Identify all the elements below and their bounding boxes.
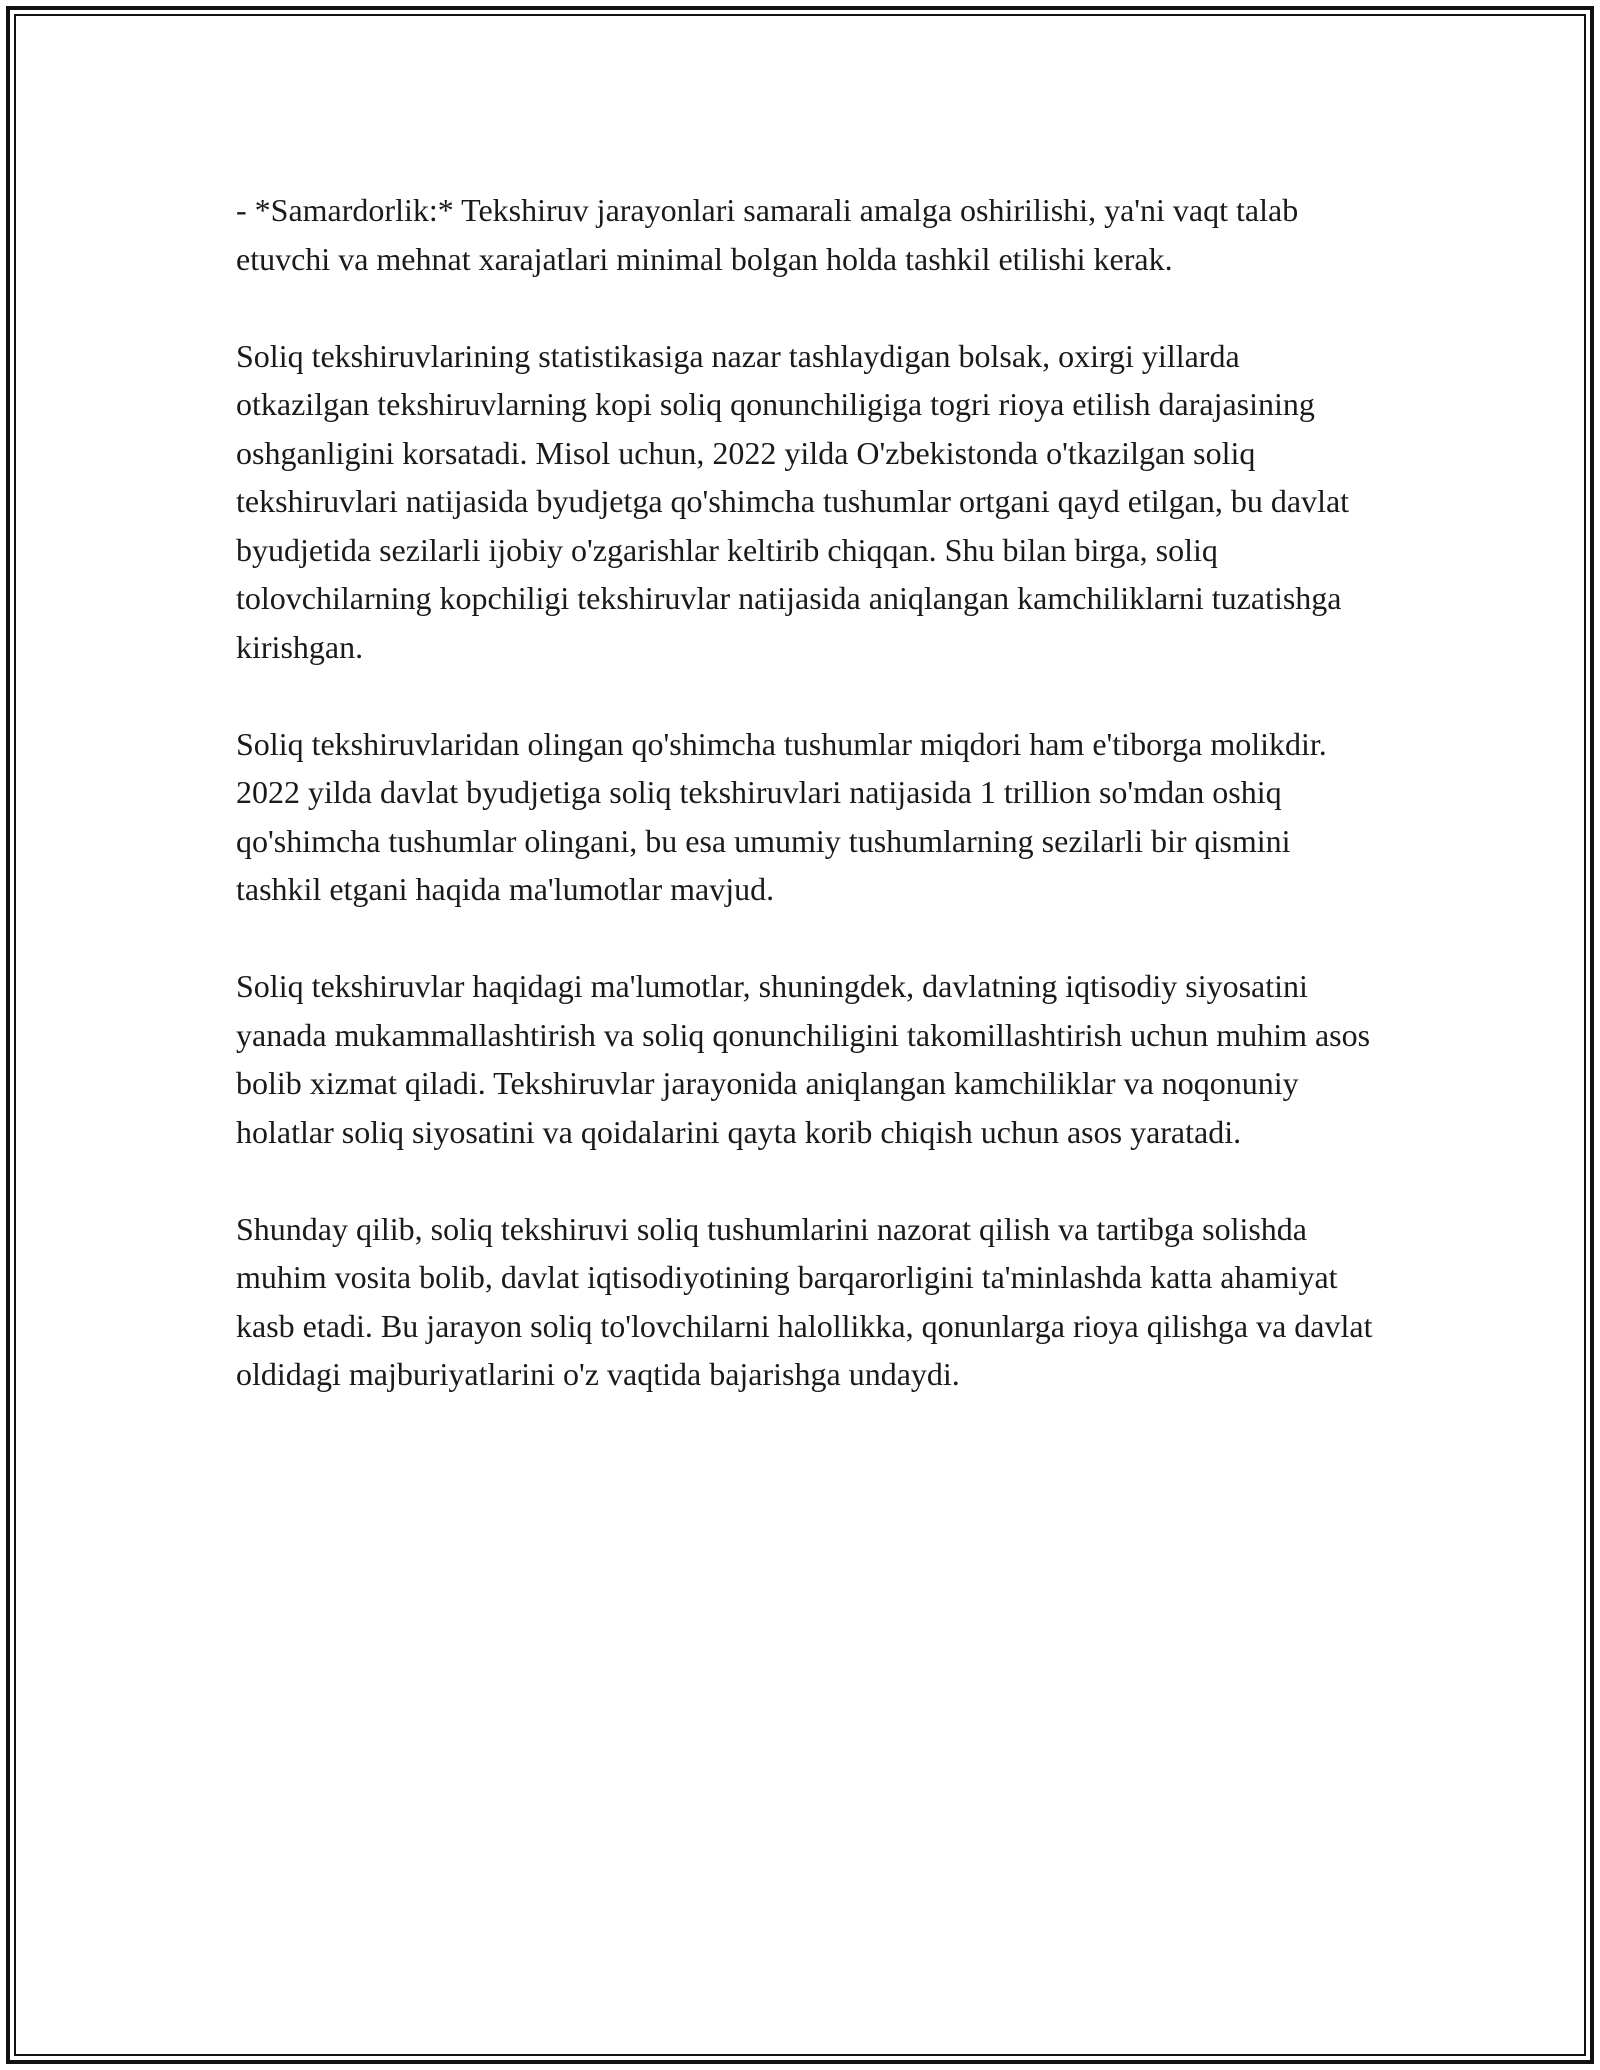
- paragraph-policy-improvement: Soliq tekshiruvlar haqidagi ma'lumotlar, shuningdek, davlatning iqtisodiy siyosatini yanada mukammallashtirish va soliq qonunchiligini takomillashtirish uchun muhim asos bolib xizmat qiladi. Tekshiruvlar jarayonida aniqlangan kamchiliklar va noqonuniy holatlar soliq siyosatini va qoidalarini qayta korib chiqish uchun asos yaratadi.: [236, 968, 1371, 1150]
- paragraph-efficiency-bullet: - *Samardorlik:* Tekshiruv jarayonlari samarali amalga oshirilishi, ya'ni vaqt talab etuvchi va mehnat xarajatlari minimal bolgan holda tashkil etilishi kerak.: [236, 192, 1299, 277]
- paragraph-additional-revenue: Soliq tekshiruvlaridan olingan qo'shimcha tushumlar miqdori ham e'tiborga molikdir. 2022 yilda davlat byudjetiga soliq tekshiruvlari natijasida 1 trillion so'mdan oshiq qo'shimcha tushumlar olingani, bu esa umumiy tushumlarning sezilarli bir qismini tashkil etgani haqida ma'lumotlar mavjud.: [236, 725, 1327, 907]
- document-body: [236, 186, 1376, 1399]
- paragraph-conclusion: Shunday qilib, soliq tekshiruvi soliq tushumlarini nazorat qilish va tartibga solishda muhim vosita bolib, davlat iqtisodiyotining barqarorligini ta'minlashda katta ahamiyat kasb etadi. Bu jarayon soliq to'lovchilarni halollikka, qonunlarga rioya qilishga va davlat oldidagi majburiyatlarini o'z vaqtida bajarishga undaydi.: [236, 1210, 1373, 1392]
- paragraph-inspection-statistics: Soliq tekshiruvlarining statistikasiga nazar tashlaydigan bolsak, oxirgi yillarda otkazilgan tekshiruvlarning kopi soliq qonunchiligiga togri rioya etilish darajasining oshganligini korsatadi. Misol uchun, 2022 yilda O'zbekistonda o'tkazilgan soliq tekshiruvlari natijasida byudjetga qo'shimcha tushumlar ortgani qayd etilgan, bu davlat byudjetida sezilarli ijobiy o'zgarishlar keltirib chiqqan. Shu bilan birga, soliq tolovchilarning kopchiligi tekshiruvlar natijasida aniqlangan kamchiliklarni tuzatishga kirishgan.: [236, 337, 1350, 665]
